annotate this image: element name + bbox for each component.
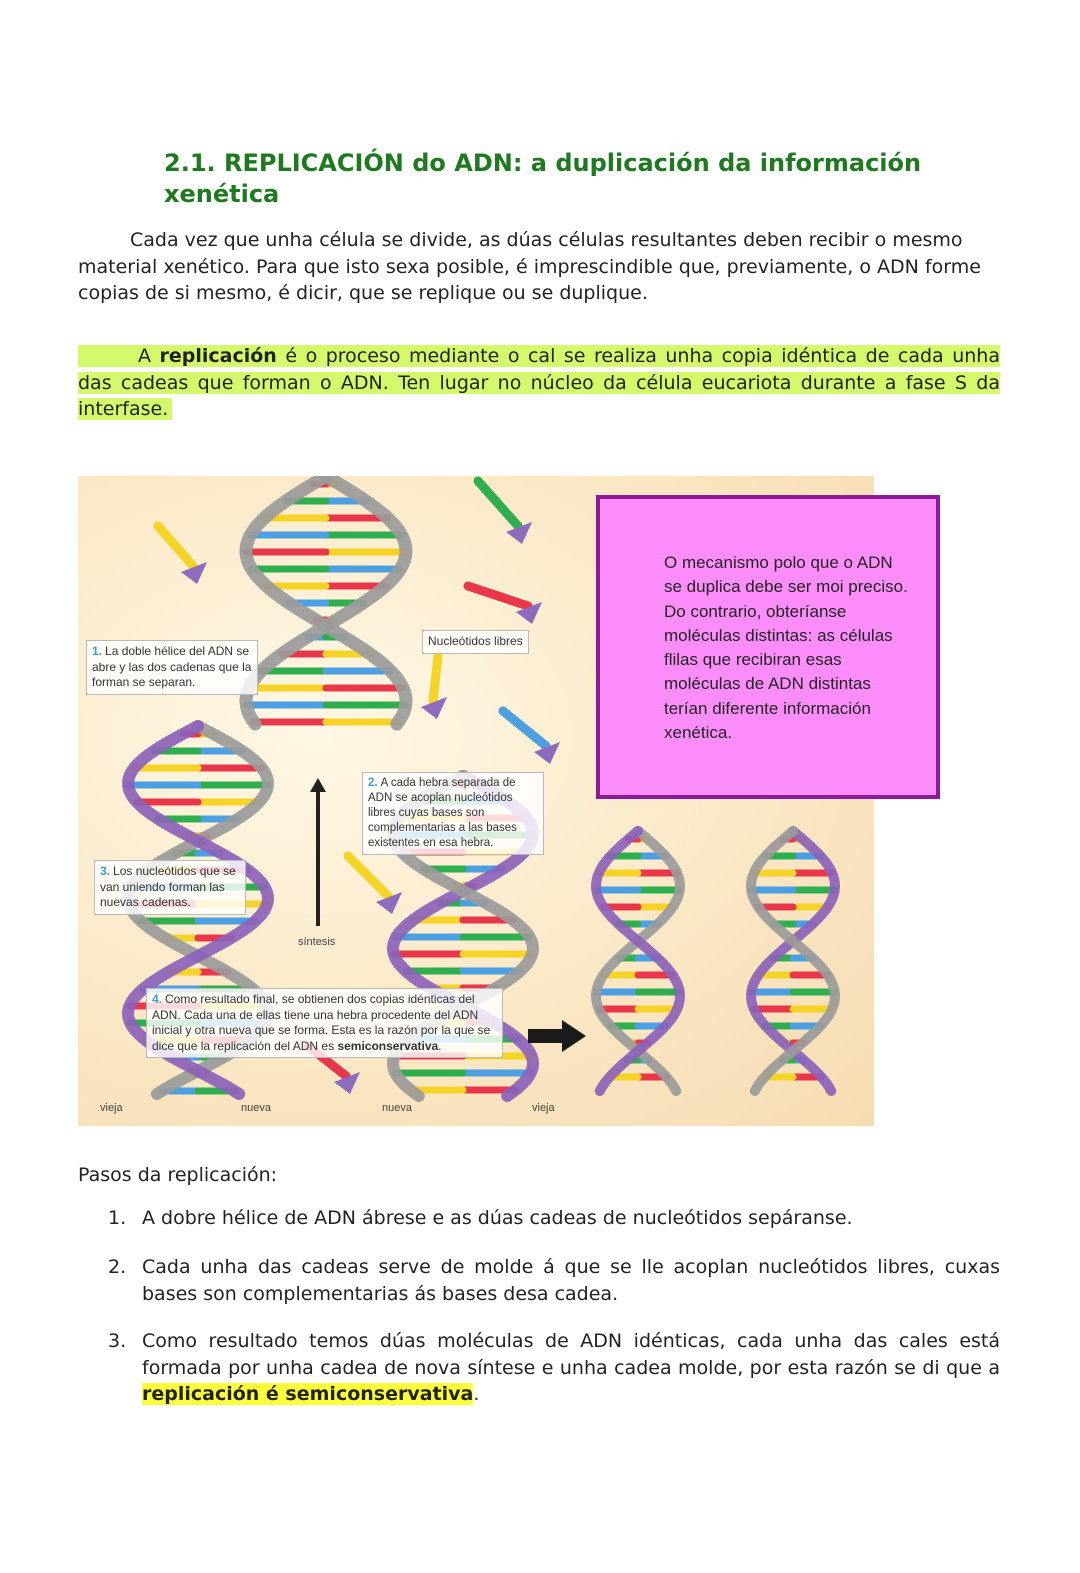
step1-text: La doble hélice del ADN se abre y las dos cadenas que la forman se separan. (92, 644, 252, 689)
step2-label (362, 772, 544, 855)
result-arrow (528, 1029, 564, 1043)
step1-number: 1. (92, 644, 103, 658)
step3-label (94, 860, 246, 915)
step-text: A dobre hélice de ADN ábrese e as dúas cadeas de nucleótidos sepáranse. (142, 1207, 853, 1229)
step-text-part: Como resultado temos dúas moléculas de ADN idénticas, cada unha das cales está formada por unha cadea de nova síntese e unha cadea molde, por esta razón se di que a (142, 1330, 1000, 1379)
free-nucleotide (468, 586, 528, 606)
definition-highlight (78, 345, 1000, 420)
step4-end: . (438, 1038, 442, 1053)
callout-box (596, 495, 940, 799)
step-text: Cada unha das cadeas serve de molde á que se lle acoplan nucleótidos libres, cuxas bases son complementarias ás bases desa cadea. (142, 1256, 1000, 1305)
free-nucleotide (348, 856, 388, 896)
step2-number: 2. (368, 777, 378, 789)
callout-text: O mecanismo polo que o ADN se duplica debe ser moi preciso. Do contrario, obteríanse moléculas distintas: as células flilas que recibiran esas moléculas de ADN distintas terían diferente información xenética. (664, 553, 908, 743)
step3-number: 3. (100, 864, 111, 878)
free-nucleotide (503, 711, 546, 746)
section-heading: 2.1. REPLICACIÓN do ADN: a duplicación da información xenética (164, 149, 922, 208)
definition-rest: é o proceso mediante o cal se realiza unha copia idéntica de cada unha das cadeas que forman o ADN. Ten lugar no núcleo da célula eucariota durante a fase S da interfase. (78, 345, 1000, 420)
step1-label (86, 640, 258, 695)
definition-prefix: A (138, 345, 160, 367)
step2-text: A cada hebra separada de ADN se acoplan nucleótidos libres cuyas bases son complementarias a las bases existentes en esa hebra. (368, 777, 517, 849)
intro-paragraph: Cada vez que unha célula se divide, as dúas células resultantes deben recibir o mesmo material xenético. Para que isto sexa posible, é imprescindible que, previamente, o ADN forme copias de si mesmo, é dicir, que se replique ou se duplique. (78, 229, 981, 304)
free-nucleotides-label: Nucleótidos libres (422, 630, 529, 654)
step4-number: 4. (152, 992, 163, 1006)
list-item (108, 1328, 1000, 1408)
step-text-end: . (473, 1383, 480, 1405)
synthesis-label: síntesis (298, 936, 336, 948)
step-text (142, 1328, 1000, 1408)
step-number: 2. (108, 1256, 127, 1278)
step-number: 1. (108, 1207, 127, 1229)
free-nucleotide (478, 481, 518, 526)
list-item (108, 1205, 1000, 1232)
result-arrowhead (562, 1020, 586, 1052)
definition-term: replicación (159, 345, 277, 367)
step-number: 3. (108, 1330, 127, 1352)
steps-title: Pasos da replicación: (78, 1164, 278, 1186)
step4-bold: semiconservativa (337, 1038, 439, 1053)
strand-label-new-1: nueva (241, 1102, 271, 1114)
strand-label-new-2: nueva (382, 1102, 412, 1114)
synthesis-arrowhead (310, 778, 326, 792)
free-nucleotide (433, 656, 438, 701)
step3-text: Los nucleótidos que se van uniendo forman las nuevas cadenas. (100, 864, 236, 909)
step4-text: Como resultado final, se obtienen dos copias idénticas del ADN. Cada una de ellas tiene una hebra procedente del ADN inicial y otra nueva que se forma. Esta es la razón por la que se dice que la replicación del ADN es (152, 992, 491, 1053)
definition-paragraph (78, 343, 1000, 423)
list-item (108, 1254, 1000, 1307)
free-nucleotide (158, 526, 193, 566)
strand-label-old-1: vieja (100, 1102, 123, 1114)
semiconservative-highlight: replicación é semiconservativa (142, 1383, 474, 1405)
step4-label (146, 988, 503, 1058)
strand-label-old-2: vieja (532, 1102, 555, 1114)
